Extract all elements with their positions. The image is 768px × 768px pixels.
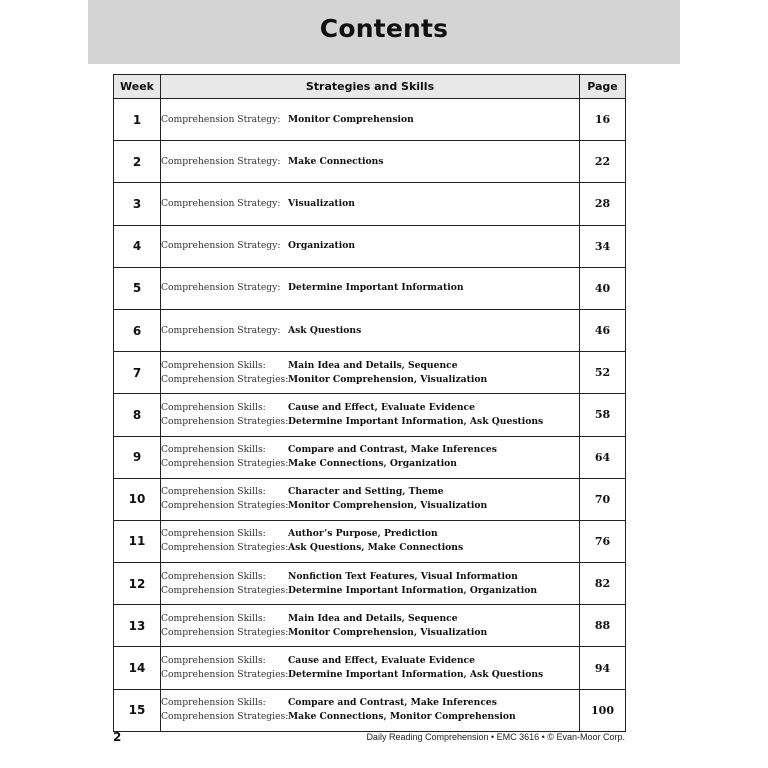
strategies-cell [161, 267, 580, 309]
page-reference: 88 [580, 605, 626, 647]
header-band [88, 0, 680, 64]
week-number: 10 [114, 478, 161, 520]
skill-label: Comprehension Skills: [161, 401, 266, 413]
page-reference: 52 [580, 352, 626, 394]
skill-value: Make Connections [288, 155, 384, 167]
skill-value: Main Idea and Details, Sequence [288, 359, 458, 371]
strategies-cell [161, 436, 580, 478]
week-number: 4 [114, 225, 161, 267]
page-reference: 94 [580, 647, 626, 689]
page-title: Contents [319, 14, 449, 43]
skill-label: Comprehension Strategies: [161, 584, 289, 596]
skill-value: Cause and Effect, Evaluate Evidence [288, 655, 475, 667]
skill-line [161, 457, 579, 471]
table-row [114, 605, 626, 647]
skill-line [161, 239, 579, 253]
skill-value: Monitor Comprehension, Visualization [288, 500, 488, 512]
page-reference: 82 [580, 563, 626, 605]
skill-label: Comprehension Skills: [161, 528, 266, 540]
skill-label: Comprehension Strategies: [161, 458, 289, 470]
skill-line [161, 527, 579, 541]
table-row [114, 183, 626, 225]
week-number: 3 [114, 183, 161, 225]
skill-value: Main Idea and Details, Sequence [288, 612, 458, 624]
strategies-cell [161, 352, 580, 394]
skill-line [161, 626, 579, 640]
skill-label: Comprehension Skills: [161, 655, 266, 667]
skill-value: Determine Important Information, Ask Questions [288, 415, 544, 427]
skill-line [161, 499, 579, 513]
skill-value: Compare and Contrast, Make Inferences [288, 697, 497, 709]
skill-line [161, 443, 579, 457]
skill-label: Comprehension Strategies: [161, 500, 289, 512]
page-reference: 46 [580, 309, 626, 351]
week-number: 6 [114, 309, 161, 351]
skill-line [161, 155, 579, 169]
skill-value: Visualization [288, 197, 355, 209]
skill-label: Comprehension Skills: [161, 359, 266, 371]
page-reference: 70 [580, 478, 626, 520]
skill-label: Comprehension Skills: [161, 486, 266, 498]
table-row [114, 520, 626, 562]
skill-line [161, 710, 579, 724]
table-row [114, 394, 626, 436]
skill-label: Comprehension Strategy: [161, 324, 281, 336]
skill-line [161, 373, 579, 387]
header-strategies: Strategies and Skills [161, 75, 580, 99]
skill-label: Comprehension Skills: [161, 444, 266, 456]
skill-value: Character and Setting, Theme [288, 486, 444, 498]
skill-line [161, 324, 579, 338]
week-number: 12 [114, 563, 161, 605]
skill-line [161, 612, 579, 626]
page-reference: 40 [580, 267, 626, 309]
skill-value: Monitor Comprehension, Visualization [288, 626, 488, 638]
table-row [114, 225, 626, 267]
skill-label: Comprehension Skills: [161, 697, 266, 709]
skill-value: Monitor Comprehension [288, 113, 414, 125]
skill-value: Make Connections, Organization [288, 458, 457, 470]
strategies-cell [161, 141, 580, 183]
skill-line [161, 113, 579, 127]
skill-label: Comprehension Strategy: [161, 282, 281, 294]
page-reference: 28 [580, 183, 626, 225]
header-page: Page [580, 75, 626, 99]
table-row [114, 436, 626, 478]
strategies-cell [161, 99, 580, 141]
strategies-cell [161, 225, 580, 267]
table-row [114, 352, 626, 394]
skill-label: Comprehension Skills: [161, 612, 266, 624]
skill-line [161, 570, 579, 584]
strategies-cell [161, 394, 580, 436]
week-number: 5 [114, 267, 161, 309]
header-week: Week [114, 75, 161, 99]
document-page [88, 0, 680, 768]
skill-line [161, 541, 579, 555]
week-number: 7 [114, 352, 161, 394]
week-number: 15 [114, 689, 161, 731]
page-reference: 34 [580, 225, 626, 267]
page-reference: 100 [580, 689, 626, 731]
week-number: 13 [114, 605, 161, 647]
week-number: 2 [114, 141, 161, 183]
strategies-cell [161, 309, 580, 351]
skill-value: Ask Questions [288, 324, 362, 336]
skill-label: Comprehension Strategy: [161, 155, 281, 167]
skill-label: Comprehension Strategy: [161, 113, 281, 125]
skill-value: Ask Questions, Make Connections [288, 542, 464, 554]
page-footer [113, 725, 625, 743]
week-number: 8 [114, 394, 161, 436]
skill-line [161, 197, 579, 211]
skill-value: Nonfiction Text Features, Visual Information [288, 570, 518, 582]
table-row [114, 563, 626, 605]
table-row [114, 99, 626, 141]
page-reference: 58 [580, 394, 626, 436]
skill-value: Monitor Comprehension, Visualization [288, 373, 488, 385]
skill-line [161, 654, 579, 668]
skill-line [161, 401, 579, 415]
week-number: 14 [114, 647, 161, 689]
week-number: 11 [114, 520, 161, 562]
page-reference: 64 [580, 436, 626, 478]
skill-line [161, 359, 579, 373]
skill-label: Comprehension Strategies: [161, 669, 289, 681]
contents-table [113, 74, 626, 732]
skill-value: Author’s Purpose, Prediction [288, 528, 438, 540]
skill-value: Determine Important Information [288, 282, 464, 294]
strategies-cell [161, 183, 580, 225]
skill-label: Comprehension Strategies: [161, 415, 289, 427]
skill-value: Determine Important Information, Ask Questions [288, 669, 544, 681]
skill-label: Comprehension Skills: [161, 570, 266, 582]
skill-label: Comprehension Strategies: [161, 542, 289, 554]
strategies-cell [161, 563, 580, 605]
footer-credit: Daily Reading Comprehension • EMC 3616 • © Evan-Moor Corp. [366, 732, 625, 742]
table-header-row [114, 75, 626, 99]
page-reference: 16 [580, 99, 626, 141]
skill-line [161, 696, 579, 710]
skill-line [161, 485, 579, 499]
skill-value: Make Connections, Monitor Comprehension [288, 711, 516, 723]
table-row [114, 267, 626, 309]
skill-label: Comprehension Strategy: [161, 240, 281, 252]
page-reference: 22 [580, 141, 626, 183]
skill-value: Compare and Contrast, Make Inferences [288, 444, 497, 456]
skill-label: Comprehension Strategy: [161, 197, 281, 209]
table-body [114, 99, 626, 732]
table-row [114, 141, 626, 183]
skill-value: Cause and Effect, Evaluate Evidence [288, 401, 475, 413]
table-row [114, 647, 626, 689]
page-number: 2 [113, 730, 122, 744]
strategies-cell [161, 478, 580, 520]
strategies-cell [161, 647, 580, 689]
skill-label: Comprehension Strategies: [161, 373, 289, 385]
week-number: 9 [114, 436, 161, 478]
skill-value: Organization [288, 240, 356, 252]
skill-line [161, 668, 579, 682]
week-number: 1 [114, 99, 161, 141]
skill-label: Comprehension Strategies: [161, 711, 289, 723]
strategies-cell [161, 605, 580, 647]
skill-line [161, 584, 579, 598]
skill-line [161, 415, 579, 429]
strategies-cell [161, 520, 580, 562]
table-row [114, 309, 626, 351]
table-row [114, 478, 626, 520]
skill-value: Determine Important Information, Organization [288, 584, 538, 596]
page-reference: 76 [580, 520, 626, 562]
skill-label: Comprehension Strategies: [161, 626, 289, 638]
skill-line [161, 281, 579, 295]
